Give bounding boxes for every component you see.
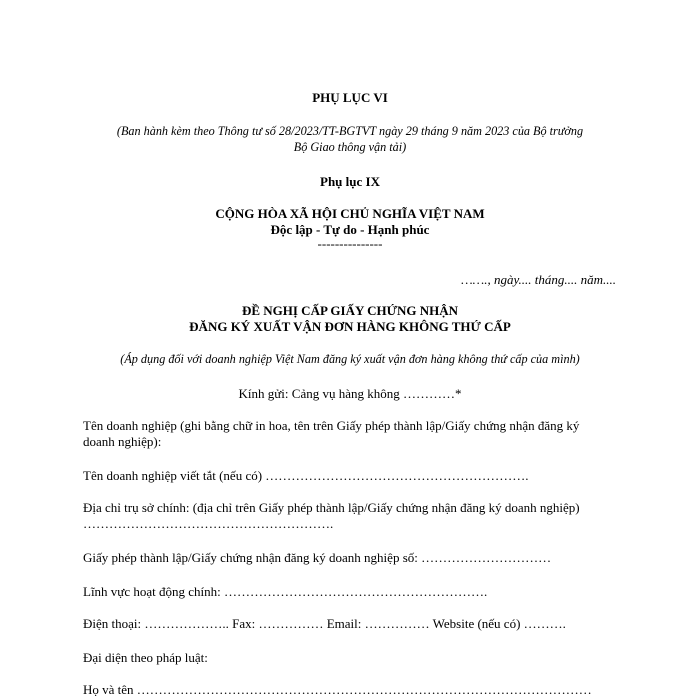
short-name-field: Tên doanh nghiệp viết tắt (nếu có) …………………………………………………….: [83, 468, 529, 483]
form-title-line-2: ĐĂNG KÝ XUẤT VẬN ĐƠN HÀNG KHÔNG THỨ CẤP: [189, 319, 511, 334]
addressee-line: Kính gửi: Cảng vụ hàng không …………*: [238, 386, 462, 401]
issued-note-line-2: Bộ Giao thông vận tải): [293, 140, 407, 154]
full-name-field: Họ và tên ……………………………………………………………………………………………: [83, 682, 592, 697]
national-title: CỘNG HÒA XÃ HỘI CHỦ NGHĨA VIỆT NAM: [215, 206, 485, 221]
motto-separator: ---------------: [317, 236, 383, 251]
appendix-title: PHỤ LỤC VI: [312, 90, 388, 105]
date-line: ……., ngày.... tháng.... năm....: [461, 272, 616, 287]
company-name-label-line-1: Tên doanh nghiệp (ghi bằng chữ in hoa, tên trên Giấy phép thành lập/Giấy chứng nhận đăng ký: [83, 418, 580, 433]
address-label-line-1: Địa chỉ trụ sở chính: (địa chỉ trên Giấy phép thành lập/Giấy chứng nhận đăng ký doanh nghiệp): [83, 500, 580, 515]
license-number-field: Giấy phép thành lập/Giấy chứng nhận đăng ký doanh nghiệp số: …………………………: [83, 550, 552, 565]
address-label-line-2: ………………………………………………….: [83, 516, 334, 531]
contact-info-field: Điện thoại: ……………….. Fax: …………… Email: …………… Website (nếu có) ……….: [83, 616, 566, 631]
sub-appendix-title: Phụ lục IX: [320, 174, 380, 189]
company-name-label-line-2: doanh nghiệp):: [83, 434, 162, 449]
main-field-of-activity: Lĩnh vực hoạt động chính: …………………………………………………….: [83, 584, 488, 599]
legal-representative-label: Đại diện theo pháp luật:: [83, 650, 208, 665]
national-motto: Độc lập - Tự do - Hạnh phúc: [270, 222, 430, 237]
issued-note-line-1: (Ban hành kèm theo Thông tư số 28/2023/TT-BGTVT ngày 29 tháng 9 năm 2023 của Bộ trưởng: [116, 124, 584, 138]
applicability-note: (Áp dụng đối với doanh nghiệp Việt Nam đăng ký xuất vận đơn hàng không thứ cấp của mình): [120, 352, 580, 366]
form-title-line-1: ĐỀ NGHỊ CẤP GIẤY CHỨNG NHẬN: [241, 303, 459, 318]
